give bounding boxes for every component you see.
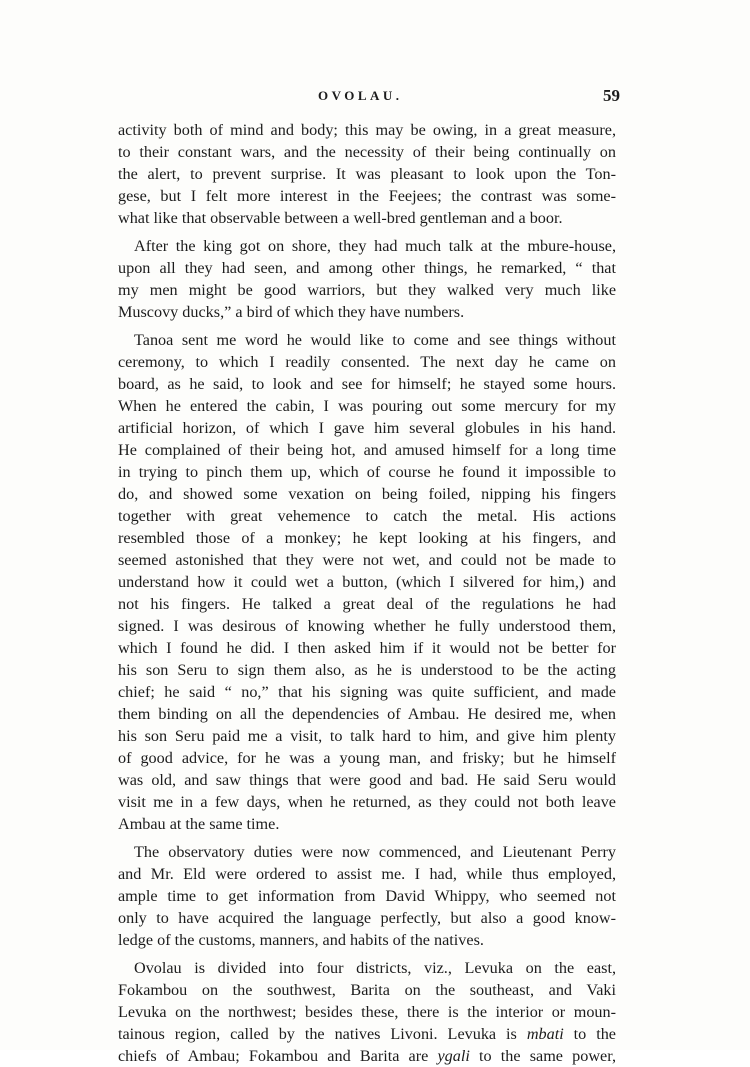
text-line: gese, but I felt more interest in the Feejees; the contrast was some- <box>118 187 616 205</box>
text-line: Tanoa sent me word he would like to come and see things without <box>134 331 616 349</box>
text-line: his son Seru paid me a visit, to talk hard to him, and give him plenty <box>118 727 616 745</box>
text-line: in trying to pinch them up, which of course he found it impossible to <box>118 463 616 481</box>
text-line: which I found he did. I then asked him if it would not be better for <box>118 639 616 657</box>
text-line: After the king got on shore, they had much talk at the mbure-house, <box>134 237 616 255</box>
italic-term-mbati: mbati <box>526 1025 564 1043</box>
text-line: chief; he said “ no,” that his signing was quite sufficient, and made <box>118 683 616 701</box>
text-line: board, as he said, to look and see for himself; he stayed some hours. <box>118 375 616 393</box>
text-line: what like that observable between a well-bred gentleman and a boor. <box>118 209 563 227</box>
text-line: Ovolau is divided into four districts, viz., Levuka on the east, <box>134 959 616 977</box>
text-line: Levuka on the northwest; besides these, there is the interior or moun- <box>118 1003 616 1021</box>
text-line: was old, and saw things that were good and bad. He said Seru would <box>118 771 616 789</box>
text-line: ceremony, to which I readily consented. The next day he came on <box>118 353 616 371</box>
text-line: not his fingers. He talked a great deal of the regulations he had <box>118 595 616 613</box>
text-run: to the same power, <box>469 1047 616 1065</box>
text-line: Ambau at the same time. <box>118 815 280 833</box>
text-line: them binding on all the dependencies of Ambau. He desired me, when <box>118 705 616 723</box>
text-line: only to have acquired the language perfectly, but also a good know- <box>118 909 616 927</box>
page-number: 59 <box>603 86 620 105</box>
text-line: the alert, to prevent surprise. It was pleasant to look upon the Ton- <box>118 165 616 183</box>
text-line <box>118 1045 616 1067</box>
text-line: seemed astonished that they were not wet, and could not be made to <box>118 551 616 569</box>
text-line: Fokambou on the southwest, Barita on the southeast, and Vaki <box>118 981 616 999</box>
text-line: artificial horizon, of which I gave him several globules in his hand. <box>118 419 616 437</box>
text-line: together with great vehemence to catch the metal. His actions <box>118 507 616 525</box>
paragraph-3 <box>118 329 616 835</box>
running-header <box>118 88 618 110</box>
text-line: The observatory duties were now commenced, and Lieutenant Perry <box>134 843 616 861</box>
italic-term-ygali: ygali <box>437 1047 470 1065</box>
text-line: ledge of the customs, manners, and habits of the natives. <box>118 931 484 949</box>
text-line: Muscovy ducks,” a bird of which they have numbers. <box>118 303 465 321</box>
text-line: and Mr. Eld were ordered to assist me. I had, while thus employed, <box>118 865 616 883</box>
paragraph-4 <box>118 841 616 951</box>
text-line <box>118 1023 616 1045</box>
text-line: understand how it could wet a button, (which I silvered for him,) and <box>118 573 616 591</box>
text-run: to the <box>563 1025 616 1043</box>
paragraph-5 <box>118 957 616 1067</box>
text-line: resembled those of a monkey; he kept looking at his fingers, and <box>118 529 616 547</box>
paragraph-2 <box>118 235 616 323</box>
text-line: signed. I was desirous of knowing whether he fully understood them, <box>118 617 616 635</box>
text-line: do, and showed some vexation on being foiled, nipping his fingers <box>118 485 616 503</box>
body-text <box>118 119 616 1067</box>
text-line: activity both of mind and body; this may be owing, in a great measure, <box>118 121 616 139</box>
text-line: upon all they had seen, and among other things, he remarked, “ that <box>118 259 616 277</box>
text-line: visit me in a few days, when he returned, as they could not both leave <box>118 793 616 811</box>
text-line: his son Seru to sign them also, as he is understood to be the acting <box>118 661 616 679</box>
text-line: ample time to get information from David Whippy, who seemed not <box>118 887 616 905</box>
text-line: of good advice, for he was a young man, and frisky; but he himself <box>118 749 616 767</box>
running-title: OVOLAU. <box>318 88 403 103</box>
text-run: tainous region, called by the natives Livoni. Levuka is <box>118 1025 527 1043</box>
text-line: When he entered the cabin, I was pouring out some mercury for my <box>118 397 616 415</box>
text-line: my men might be good warriors, but they walked very much like <box>118 281 616 299</box>
text-line: He complained of their being hot, and amused himself for a long time <box>118 441 616 459</box>
text-run: chiefs of Ambau; Fokambou and Barita are <box>118 1047 438 1065</box>
text-line: to their constant wars, and the necessity of their being continually on <box>118 143 616 161</box>
paragraph-1 <box>118 119 616 229</box>
